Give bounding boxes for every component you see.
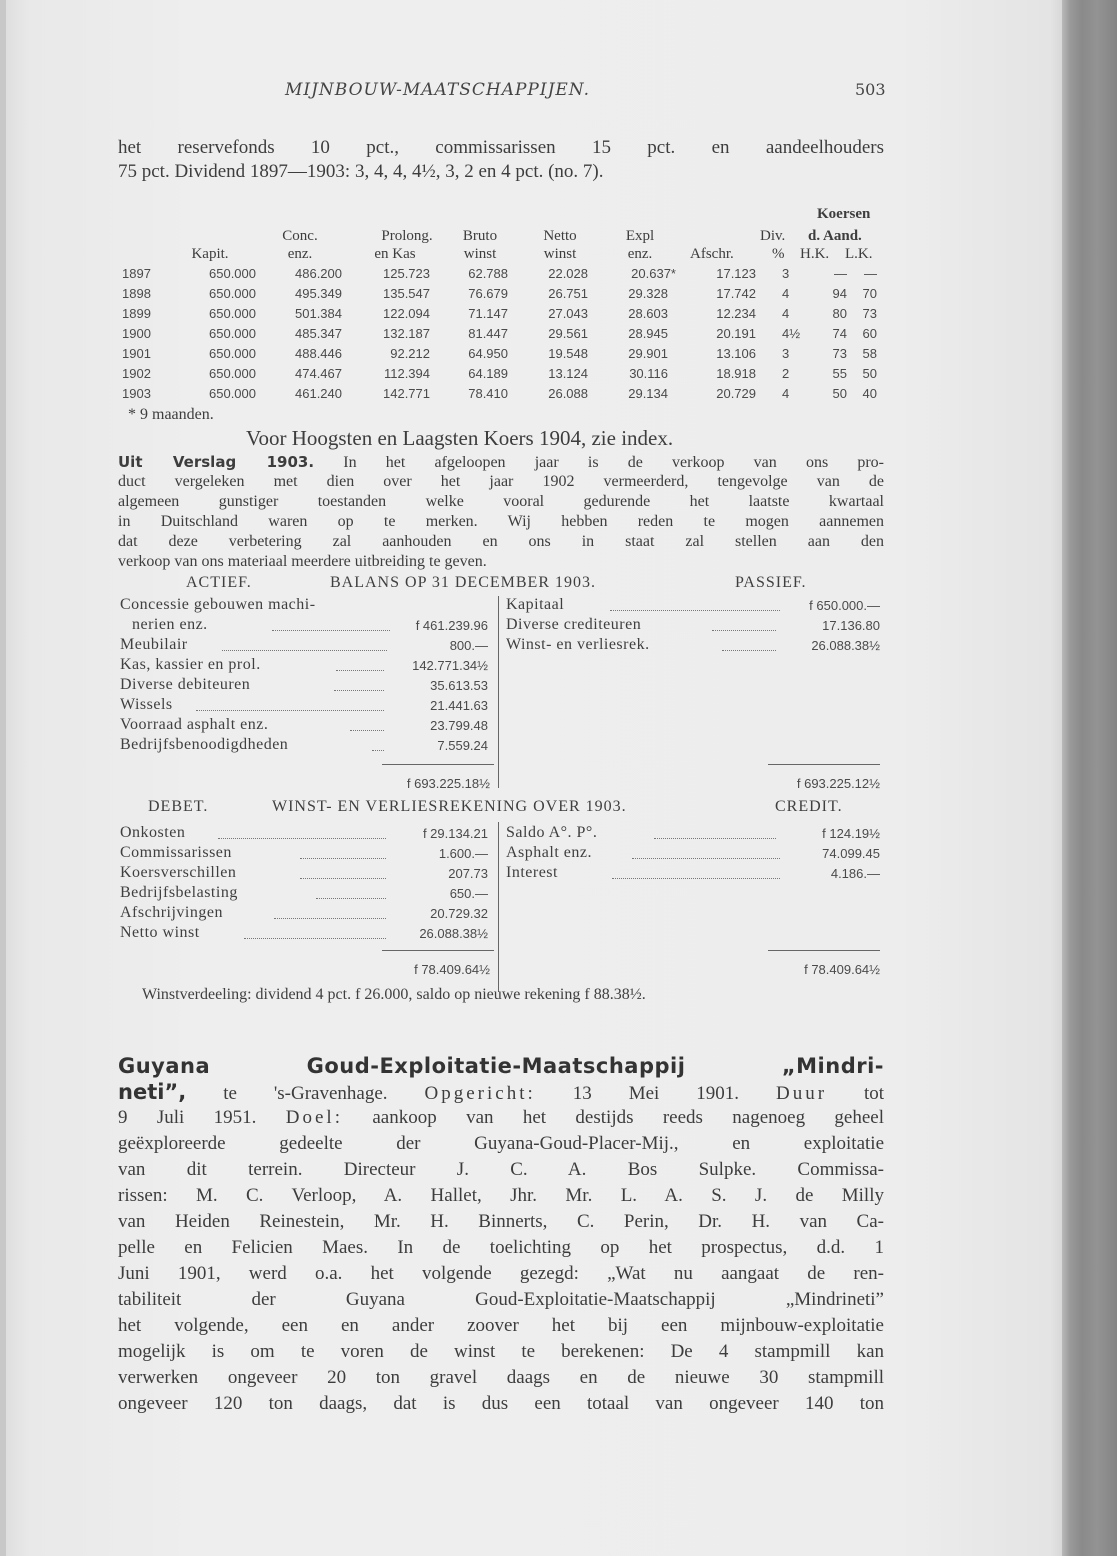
leader-dots [334,690,384,691]
balance-left-title: ACTIEF. [186,574,252,591]
cell: 28.603 [628,306,668,321]
leader-dots [196,710,384,711]
cell: 74 [832,326,847,341]
credit-total: f 78.409.64½ [804,962,880,977]
cell: 78.410 [468,386,508,401]
cell: 135.547 [383,286,430,301]
report-line: in Duitschland waren op te merken. Wij hebben reden te mogen aannemen [118,513,884,530]
asset-value: 800.— [449,638,488,653]
cell: 64.950 [468,346,508,361]
leader-dots [218,838,386,839]
company-line: Juni 1901, werd o.a. het volgende gezegd: „Wat nu aangaat de ren- [118,1263,884,1284]
cell: 1899 [122,306,151,321]
balance-right-title: PASSIEF. [735,574,807,591]
cell: 55 [832,366,847,381]
leader-dots [336,670,384,671]
leader-dots [350,730,384,731]
report-line: algemeen gunstiger toestanden welke vooral gedurende het laatste kwartaal [118,493,884,510]
cell: 62.788 [468,266,508,281]
cell: 29.561 [548,326,588,341]
credit-label: Asphalt enz. [506,844,592,861]
cell: 1897 [122,266,151,281]
label-opgericht: Opgericht: [424,1083,536,1104]
cell: 29.134 [628,386,668,401]
col-header: enz. [627,246,653,262]
leader-dots [300,878,386,879]
cell: 142.771 [383,386,430,401]
report-heading: Uit Verslag 1903. [118,453,315,471]
leader-dots [712,630,776,631]
cell: 125.723 [383,266,430,281]
liability-value: f 650.000.— [809,598,880,613]
col-header: L.K. [845,246,873,262]
leader-dots [316,898,386,899]
cell: 3 [782,266,790,281]
cell: 71.147 [468,306,508,321]
cell: 650.000 [209,346,256,361]
cell: 64.189 [468,366,508,381]
leader-dots [272,630,390,631]
cell: 650.000 [209,266,256,281]
cell: 60 [862,326,877,341]
asset-label: Voorraad asphalt enz. [120,716,269,733]
cell: 20.191 [716,326,756,341]
cell: 29.328 [628,286,668,301]
cell: 474.467 [295,366,342,381]
report-line: duct vergeleken met dien over het jaar 1902 vermeerderd, tengevolge van de [118,473,884,490]
col-header: Prolong. [381,228,433,244]
col-header: d. Aand. [808,228,862,244]
total-rule [382,764,494,765]
asset-value: 142.771.34½ [412,658,488,673]
debit-label: Bedrijfsbelasting [120,884,238,901]
col-header: winst [543,246,577,262]
asset-value: 7.559.24 [437,738,488,753]
cell: 4½ [782,326,801,341]
cell: 58 [862,346,877,361]
total-rule [768,764,880,765]
cell: 122.094 [383,306,430,321]
leader-dots [610,610,780,611]
balance-center-title: BALANS OP 31 DECEMBER 1903. [330,574,596,591]
company-line: ongeveer 120 ton daags, dat is dus een totaal van ongeveer 140 ton [118,1393,884,1414]
asset-value: f 461.239.96 [415,618,488,633]
book-spine-edge [1062,0,1117,1556]
debit-label: Onkosten [120,824,186,841]
cell: 650.000 [209,366,256,381]
leader-dots [612,878,780,879]
col-header: % [772,246,785,262]
debit-total: f 78.409.64½ [414,962,490,977]
cell: 26.751 [548,286,588,301]
debit-value: 26.088.38½ [419,926,488,941]
report-line: verkoop van ons materiaal meerdere uitbreiding te geven. [118,553,487,570]
cell: 73 [862,306,877,321]
leader-dots [222,650,387,651]
company-line: verwerken ongeveer 20 ton gravel daags en de nieuwe 30 stampmill [118,1367,884,1388]
leader-dots [654,838,776,839]
liability-label: Kapitaal [506,596,565,613]
leader-dots [300,858,386,859]
report-line: In het afgeloopen jaar is de verkoop van ons pro- [343,454,885,471]
company-line: van dit terrein. Directeur J. C. A. Bos Sulpke. Commissa- [118,1159,884,1180]
liability-label: Winst- en verliesrek. [506,636,650,653]
table-group-header: Koersen [817,206,871,222]
col-header: Bruto [462,228,498,244]
col-header: enz. [287,246,313,262]
cell: 29.901 [628,346,668,361]
cell: 650.000 [209,326,256,341]
col-header: Netto [543,228,577,244]
cell: 495.349 [295,286,342,301]
pl-left-title: DEBET. [148,798,209,815]
company-name-cont: neti”, [118,1080,187,1104]
col-header: en Kas [374,246,416,262]
asset-label: Diverse debiteuren [120,676,251,693]
cell: — [834,266,847,281]
company-line: het volgende, een en ander zoover het bij een mijnbouw-exploitatie [118,1315,884,1336]
pl-right-title: CREDIT. [775,798,843,815]
cell: 1902 [122,366,151,381]
cell: 73 [832,346,847,361]
asset-value: 35.613.53 [430,678,488,693]
cell: 4 [782,386,790,401]
cell: 27.043 [548,306,588,321]
company-line: rissen: M. C. Verloop, A. Hallet, Jhr. Mr. L. A. S. J. de Milly [118,1185,884,1206]
asset-label: nerien enz. [132,616,208,633]
cell: 112.394 [383,366,430,381]
credit-value: 4.186.— [830,866,880,881]
col-header: Conc. [282,228,318,244]
cell: 2 [782,366,790,381]
debit-value: 650.— [449,886,488,901]
cell: 1903 [122,386,151,401]
asset-label: Bedrijfsbenoodigdheden [120,736,289,753]
cell: 488.446 [295,346,342,361]
cell: 4 [782,306,790,321]
cell: 501.384 [295,306,342,321]
debit-label: Afschrijvingen [120,904,223,921]
cell: 70 [862,286,877,301]
liability-label: Diverse crediteuren [506,616,642,633]
cell: 1901 [122,346,151,361]
intro-line-2: 75 pct. Dividend 1897—1903: 3, 4, 4, 4½, 3, 2 en 4 pct. (no. 7). [118,161,604,182]
total-rule [768,950,880,951]
table-footnote: * 9 maanden. [128,406,214,423]
text: tot [864,1083,885,1104]
col-header: Kapit. [191,246,229,262]
debit-value: 20.729.32 [430,906,488,921]
cell: 22.028 [548,266,588,281]
index-note: Voor Hoogsten en Laagsten Koers 1904, zie index. [246,426,674,450]
liability-value: 26.088.38½ [811,638,880,653]
cell: 30.116 [629,366,668,381]
leader-dots [274,918,386,919]
running-head: MIJNBOUW-MAATSCHAPPIJEN. [285,80,590,100]
col-header: Div. [760,228,786,244]
founding-date: 13 Mei 1901. [572,1083,740,1104]
duration-date: 9 Juli 1951. [118,1107,257,1128]
credit-value: 74.099.45 [822,846,880,861]
cell: 13.124 [548,366,588,381]
col-header: winst [463,246,497,262]
text: aankoop van het destijds reeds nagenoeg geheel [372,1107,885,1128]
debit-value: 1.600.— [438,846,488,861]
cell: 486.200 [295,266,342,281]
page-left-edge [0,0,6,1556]
asset-label: Kas, kassier en prol. [120,656,261,673]
company-line: tabiliteit der Guyana Goud-Exploitatie-Maatschappij „Mindrineti” [118,1289,884,1310]
cell: 18.918 [716,366,756,381]
cell: 20.729 [716,386,756,401]
company-name: Guyana Goud-Exploitatie-Maatschappij „Mindri- [118,1054,884,1078]
debit-label: Koersverschillen [120,864,237,881]
cell: 26.088 [548,386,588,401]
cell: 17.123 [716,266,756,281]
assets-total: f 693.225.18½ [406,776,490,791]
leader-dots [722,650,776,651]
cell: 40 [862,386,877,401]
cell: 650.000 [209,386,256,401]
debit-label: Netto winst [120,924,200,941]
col-header: Expl [625,228,655,244]
liability-value: 17.136.80 [822,618,880,633]
asset-label: Concessie gebouwen machi- [120,596,316,613]
cell: 1898 [122,286,151,301]
label-doel: Doel: [285,1107,343,1128]
cell: 50 [862,366,877,381]
credit-label: Interest [506,864,558,881]
balance-divider [498,596,499,788]
cell: — [864,266,877,281]
cell: 76.679 [468,286,508,301]
report-line: dat deze verbetering zal aanhouden en ons in staat zal stellen aan den [118,533,884,550]
label-duur: Duur [775,1083,828,1104]
asset-label: Meubilair [120,636,188,653]
cell: 12.234 [716,306,756,321]
asset-value: 21.441.63 [430,698,488,713]
cell: 485.347 [295,326,342,341]
asset-label: Wissels [120,696,173,713]
cell: 19.548 [548,346,588,361]
cell: 461.240 [295,386,342,401]
cell: 132.187 [383,326,430,341]
cell: 20.637* [631,266,676,281]
cell: 13.106 [716,346,756,361]
profit-distribution: Winstverdeeling: dividend 4 pct. f 26.000, saldo op nieuwe rekening f 88.38½. [142,986,646,1003]
asset-value: 23.799.48 [430,718,488,733]
company-line: mogelijk is om te voren de winst te berekenen: De 4 stampmill kan [118,1341,884,1362]
cell: 50 [832,386,847,401]
cell: 80 [832,306,847,321]
cell: 650.000 [209,306,256,321]
debit-value: 207.73 [448,866,488,881]
credit-label: Saldo A°. P°. [506,824,598,841]
liabilities-total: f 693.225.12½ [796,776,880,791]
cell: 4 [782,286,790,301]
company-line: van Heiden Reinestein, Mr. H. Binnerts, C. Perin, Dr. H. van Ca- [118,1211,884,1232]
intro-line-1: het reservefonds 10 pct., commissarissen 15 pct. en aandeelhouders [118,137,884,158]
company-seat: te 's-Gravenhage. [223,1083,388,1104]
company-line: geëxploreerde gedeelte der Guyana-Goud-Placer-Mij., en exploitatie [118,1133,884,1154]
leader-dots [244,938,386,939]
page-number: 503 [855,80,886,99]
cell: 1900 [122,326,151,341]
debit-value: f 29.134.21 [422,826,488,841]
col-header: Afschr. [690,246,734,262]
col-header: H.K. [800,246,830,262]
total-rule [382,950,494,951]
cell: 650.000 [209,286,256,301]
debit-label: Commissarissen [120,844,232,861]
cell: 3 [782,346,790,361]
cell: 92.212 [390,346,430,361]
company-line: pelle en Felicien Maes. In de toelichting op het prospectus, d.d. 1 [118,1237,884,1258]
credit-value: f 124.19½ [822,826,880,841]
pl-center-title: WINST- EN VERLIESREKENING OVER 1903. [272,798,627,815]
cell: 94 [832,286,847,301]
pl-divider [498,822,499,992]
cell: 17.742 [716,286,756,301]
cell: 81.447 [468,326,508,341]
leader-dots [632,858,780,859]
cell: 28.945 [628,326,668,341]
